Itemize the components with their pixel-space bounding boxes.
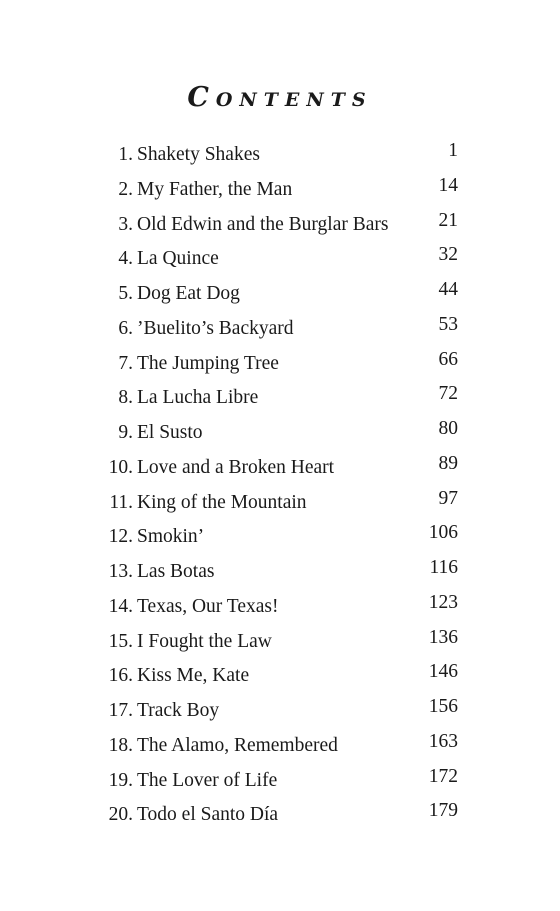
chapter-number: 9. xyxy=(118,422,133,443)
chapter-number: 4. xyxy=(118,248,133,270)
toc-entry xyxy=(104,138,464,173)
page-number: 1 xyxy=(448,140,458,161)
toc-entry xyxy=(104,798,464,833)
chapter-number: 19. xyxy=(108,769,133,791)
chapter-number: 12. xyxy=(108,526,133,548)
toc-entry xyxy=(104,347,464,382)
page-number: 21 xyxy=(438,209,458,231)
toc-entry xyxy=(104,173,464,208)
toc-entry xyxy=(104,242,464,277)
page-number: 116 xyxy=(429,557,458,578)
chapter-number: 13. xyxy=(108,561,133,582)
page-number: 89 xyxy=(438,452,458,474)
chapter-number: 8. xyxy=(118,387,133,409)
chapter-title: My Father, the Man xyxy=(137,178,293,200)
toc-entry xyxy=(104,416,464,451)
page-number: 172 xyxy=(428,765,458,787)
chapter-number: 14. xyxy=(108,595,133,617)
chapter-title: ’Buelito’s Backyard xyxy=(137,317,294,339)
page-number: 44 xyxy=(438,279,458,300)
toc-entry xyxy=(104,590,464,625)
chapter-title: Las Botas xyxy=(137,561,215,582)
toc-entry xyxy=(104,451,464,486)
page-number: 32 xyxy=(438,244,458,266)
chapter-number: 2. xyxy=(118,178,133,200)
page-number: 66 xyxy=(438,348,458,370)
chapter-number: 6. xyxy=(118,317,133,339)
chapter-title: Old Edwin and the Burglar Bars xyxy=(137,213,389,235)
chapter-title: El Susto xyxy=(137,422,203,443)
chapter-title: Shakety Shakes xyxy=(137,144,260,165)
page-number: 136 xyxy=(428,626,458,648)
chapter-title: I Fought the Law xyxy=(137,630,272,652)
toc-entry xyxy=(104,659,464,694)
page-number: 97 xyxy=(438,487,458,509)
chapter-title: The Lover of Life xyxy=(137,769,278,791)
toc-entry xyxy=(104,729,464,764)
page-number: 14 xyxy=(438,174,458,196)
chapter-title: La Lucha Libre xyxy=(137,387,259,409)
toc-entry xyxy=(104,625,464,660)
toc-entry xyxy=(104,764,464,799)
toc-entry xyxy=(104,520,464,555)
toc-entry xyxy=(104,555,464,590)
chapter-number: 5. xyxy=(118,283,133,304)
toc-entry xyxy=(104,381,464,416)
page-number: 53 xyxy=(438,313,458,335)
chapter-title: La Quince xyxy=(137,248,219,270)
chapter-title: Kiss Me, Kate xyxy=(137,665,250,687)
page-number: 179 xyxy=(428,800,458,822)
page-number: 123 xyxy=(428,591,458,613)
chapter-title: Dog Eat Dog xyxy=(137,283,240,304)
chapter-number: 11. xyxy=(109,491,133,513)
chapter-number: 17. xyxy=(108,700,133,721)
chapter-title: King of the Mountain xyxy=(137,491,307,513)
chapter-number: 1. xyxy=(118,144,133,165)
chapter-number: 3. xyxy=(118,213,133,235)
chapter-title: Track Boy xyxy=(137,700,220,721)
toc-entry xyxy=(104,694,464,729)
chapter-number: 18. xyxy=(108,734,133,756)
page-number: 146 xyxy=(428,661,458,683)
page-number: 106 xyxy=(428,522,458,544)
toc-entry xyxy=(104,312,464,347)
toc-entry xyxy=(104,208,464,243)
page-number: 156 xyxy=(428,696,458,717)
chapter-number: 7. xyxy=(118,352,133,374)
toc-entry xyxy=(104,277,464,312)
toc-entry xyxy=(104,486,464,521)
page-number: 163 xyxy=(428,730,458,752)
chapter-number: 16. xyxy=(108,665,133,687)
chapter-title: Texas, Our Texas! xyxy=(137,595,279,617)
page-number: 72 xyxy=(438,383,458,405)
contents-heading: Contents xyxy=(187,82,373,113)
chapter-number: 20. xyxy=(108,804,133,826)
chapter-title: Todo el Santo Día xyxy=(137,804,279,826)
chapter-title: Smokin’ xyxy=(137,526,205,548)
chapter-title: The Alamo, Remembered xyxy=(137,734,338,756)
page-number: 80 xyxy=(438,418,458,439)
chapter-number: 10. xyxy=(108,456,133,478)
chapter-title: Love and a Broken Heart xyxy=(137,456,335,478)
chapter-number: 15. xyxy=(108,630,133,652)
table-of-contents xyxy=(104,138,464,833)
chapter-title: The Jumping Tree xyxy=(137,352,279,374)
